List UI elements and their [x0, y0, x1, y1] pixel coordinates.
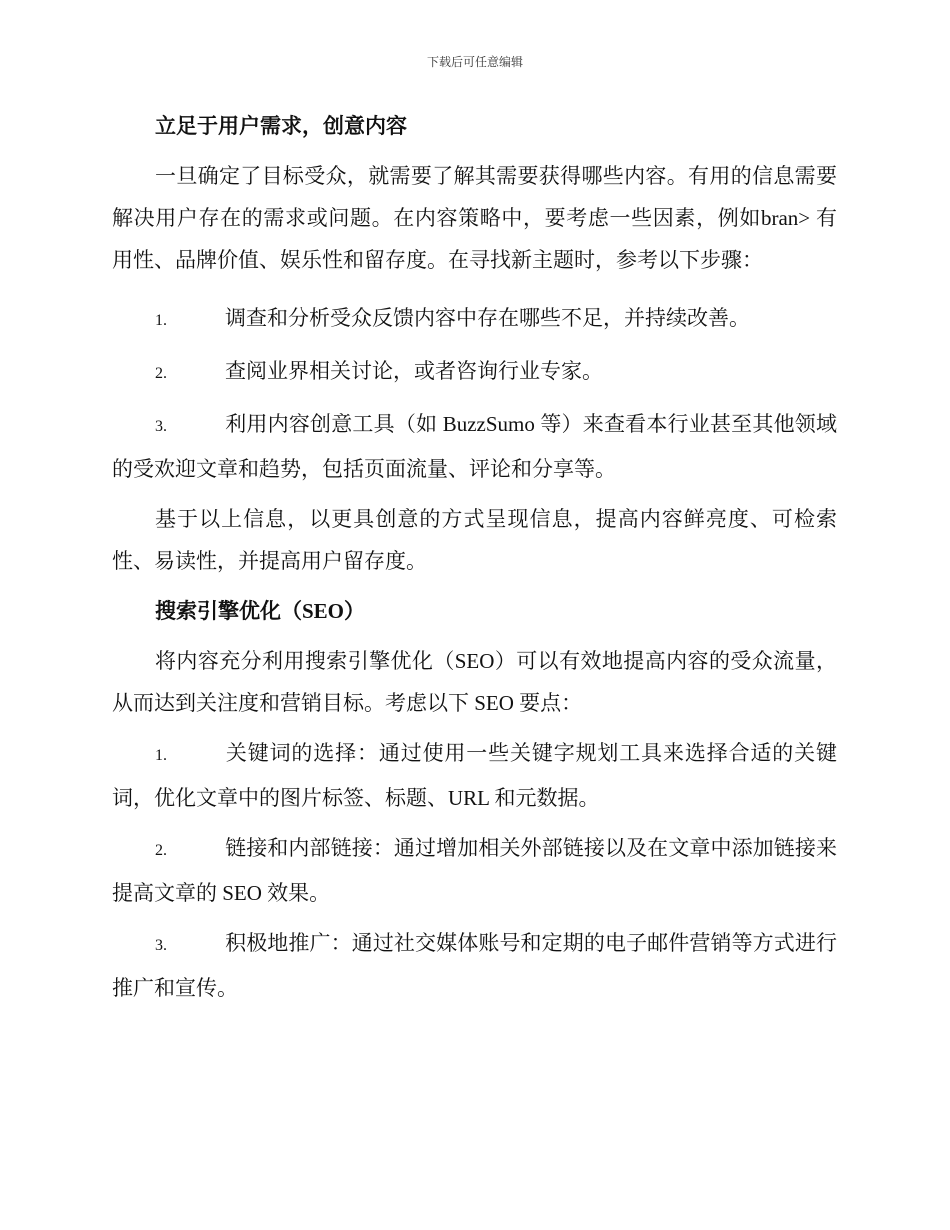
section-intro-paragraph: 将内容充分利用搜索引擎优化（SEO）可以有效地提高内容的受众流量，从而达到关注度和营销目标。考虑以下 SEO 要点： — [112, 649, 837, 715]
list-item-text: 查阅业界相关讨论，或者咨询行业专家。 — [225, 359, 603, 383]
list-item-text: 积极地推广：通过社交媒体账号和定期的电子邮件营销等方式进行推广和宣传。 — [112, 931, 837, 1000]
section-heading-user-needs: 立足于用户需求，创意内容 — [155, 114, 407, 138]
list-item-text: 关键词的选择：通过使用一些关键字规划工具来选择合适的关键词，优化文章中的图片标签、标题、URL 和元数据。 — [112, 741, 837, 810]
section-intro-paragraph: 一旦确定了目标受众，就需要了解其需要获得哪些内容。有用的信息需要解决用户存在的需求或问题。在内容策略中，要考虑一些因素，例如bran> 有用性、品牌价值、娱乐性和留存度。在寻找新主题时，参考以下步骤： — [112, 164, 837, 272]
page-header: 下载后可任意编辑 — [426, 55, 523, 69]
section-conclusion-paragraph: 基于以上信息，以更具创意的方式呈现信息，提高内容鲜亮度、可检索性、易读性，并提高用户留存度。 — [112, 507, 837, 573]
list-item-number: 3. — [155, 418, 167, 435]
list-item-number: 2. — [155, 365, 167, 382]
list-item-number: 1. — [155, 747, 167, 764]
list-item — [112, 827, 837, 914]
list-item — [112, 297, 837, 342]
list-item-number: 1. — [155, 312, 167, 329]
list-item — [112, 732, 837, 819]
list-item-number: 2. — [155, 842, 167, 859]
list-item — [112, 922, 837, 1009]
list-item-number: 3. — [155, 937, 167, 954]
list-item — [112, 403, 837, 490]
list-item — [112, 350, 837, 395]
list-item-text: 链接和内部链接：通过增加相关外部链接以及在文章中添加链接来提高文章的 SEO 效果。 — [112, 836, 837, 905]
section-heading-seo: 搜索引擎优化（SEO） — [155, 599, 366, 623]
list-item-text: 调查和分析受众反馈内容中存在哪些不足，并持续改善。 — [225, 306, 750, 330]
list-item-text: 利用内容创意工具（如 BuzzSumo 等）来查看本行业甚至其他领域的受欢迎文章和趋势，包括页面流量、评论和分享等。 — [112, 412, 837, 481]
document-body — [112, 105, 837, 1017]
